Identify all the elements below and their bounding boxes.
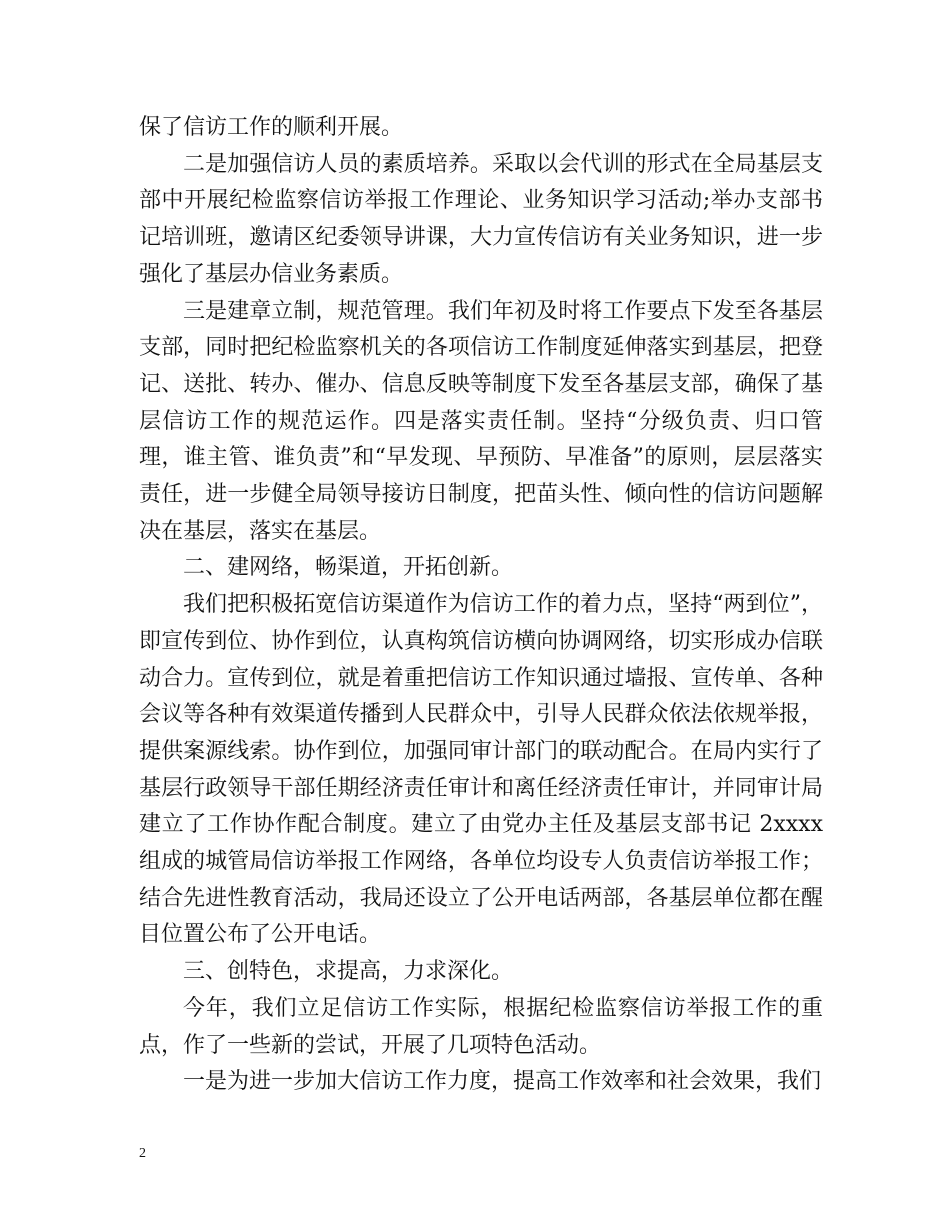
paragraph-2: 二是加强信访人员的素质培养。采取以会代训的形式在全局基层支部中开展纪检监察信访举报工作理论、业务知识学习活动;举办支部书记培训班，邀请区纪委领导讲课，大力宣传信访有关业务知识，进一步强化了基层办信业务素质。 xyxy=(139,151,823,287)
paragraph-6: 一是为进一步加大信访工作力度，提高工作效率和社会效果，我们 xyxy=(183,1069,822,1095)
paragraph-1: 保了信访工作的顺利开展。 xyxy=(139,115,404,140)
paragraph-5: 今年，我们立足信访工作实际，根据纪检监察信访举报工作的重点，作了一些新的尝试，开展了几项特色活动。 xyxy=(139,995,823,1058)
paragraph-3: 三是建章立制，规范管理。我们年初及时将工作要点下发至各基层支部，同时把纪检监察机关的各项信访工作制度延伸落实到基层，把登记、送批、转办、催办、信息反映等制度下发至各基层支部，确保了基层信访工作的规范运作。四是落实责任制。坚持“分级负责、归口管理，谁主管、谁负责”和“早发现、早预防、早准备”的原则，层层落实责任，进一步健全局领导接访日制度，把苗头性、倾向性的信访问题解决在基层，落实在基层。 xyxy=(139,298,823,544)
section-heading-3: 三、创特色，求提高，力求深化。 xyxy=(183,959,514,985)
paragraph-4: 我们把积极拓宽信访渠道作为信访工作的着力点，坚持“两到位”，即宣传到位、协作到位，认真构筑信访横向协调网络，切实形成办信联动合力。宣传到位，就是着重把信访工作知识通过墙报、宣传单、各种会议等各种有效渠道传播到人民群众中，引导人民群众依法依规举报，提供案源线索。协作到位，加强同审计部门的联动配合。在局内实行了基层行政领导干部任期经济责任审计和离任经济责任审计，并同审计局建立了工作协作配合制度。建立了由党办主任及基层支部书记 2xxxx 组成的城管局信访举报工作网络，各单位均设专人负责信访举报工作；结合先进性教育活动，我局还设立了公开电话两部，各基层单位都在醒目位置公布了公开电话。 xyxy=(139,592,823,948)
section-heading-2: 二、建网络，畅渠道，开拓创新。 xyxy=(183,555,514,581)
page-number: 2 xyxy=(139,1146,146,1161)
document-body xyxy=(139,110,823,1101)
